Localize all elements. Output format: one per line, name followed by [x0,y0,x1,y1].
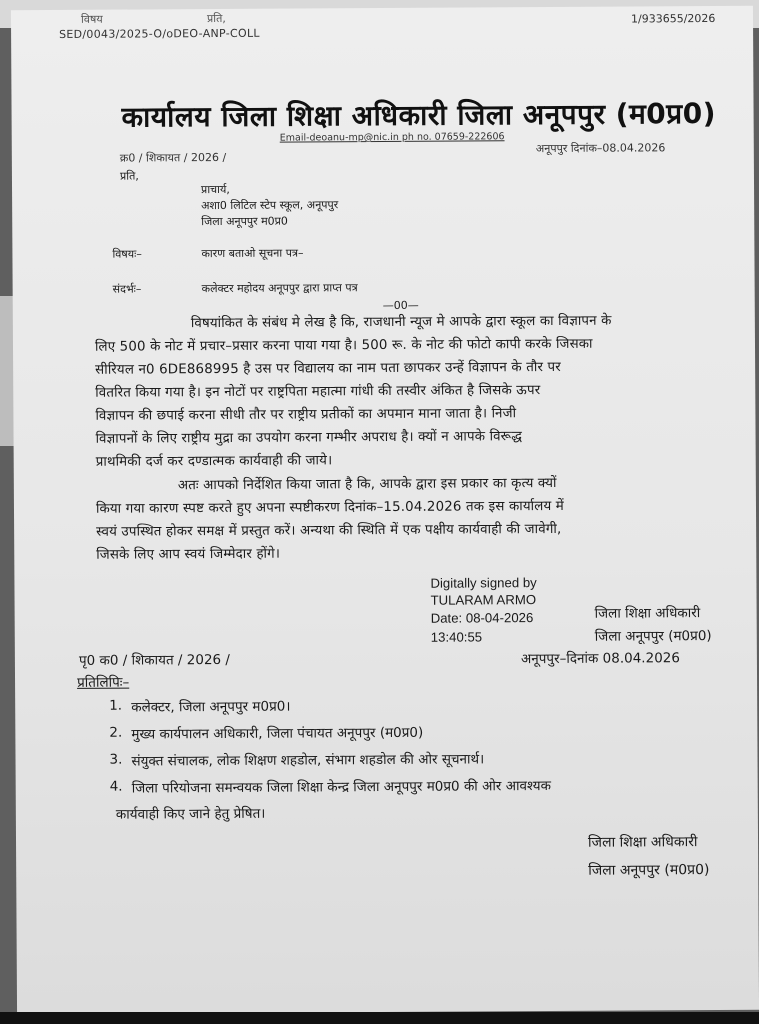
copy-item-text: जिला परियोजना समन्वयक जिला शिक्षा केन्द्र जिला अनूपपुर म0प्र0 की ओर आवश्यक [131,777,551,797]
recipient-prefix: प्रति, [119,169,139,183]
subject-value: कारण बताओ सूचना पत्र– [201,246,304,261]
body-line: सीरियल न0 6DE868995 है उस पर विद्यालय का नाम पता छापकर उन्हें विज्ञापन के तौर पर [95,359,561,378]
recipient-line: जिला अनूपपुर म0प्र0 [201,214,288,229]
document-number: 1/933655/2026 [630,11,716,26]
copy-item-number: 3. [109,751,123,768]
copy-item-text: मुख्य कार्यपालन अधिकारी, जिला पंचायत अनूपपुर (म0प्र0) [131,724,424,743]
desk-background-bottom [0,1012,759,1024]
reference-code: SED/0043/2025-O/oDEO-ANP-COLL [59,26,260,41]
subject-label: विषयः– [112,247,142,261]
contact-line: Email-deoanu-mp@nic.in ph no. 07659-222606 [279,131,505,144]
copy-item-number: 1. [109,697,123,714]
copy-heading: प्रतिलिपिः– [77,674,130,691]
body-line: वितरित किया गया है। इन नोटों पर राष्ट्रपिता महात्मा गांधी की तस्वीर अंकित है जिसके ऊपर [95,383,541,401]
digital-signature-date: Date: 08-04-2026 [430,610,534,626]
reference-label: संदर्भः– [112,282,142,296]
digital-signature-time: 13:40:55 [430,629,483,645]
copy-item-continuation: कार्यवाही किए जाने हेतु प्रेषित। [115,805,266,823]
copy-item-number: 2. [109,724,123,741]
final-designation: जिला शिक्षा अधिकारी [587,834,698,851]
separator-mark: —00— [382,298,419,313]
body-line: विज्ञापनों के लिए राष्ट्रीय मुद्रा का उपयोग करना गम्भीर अपराध है। क्यों न आपके विरूद्ध [95,429,523,447]
signatory-designation: जिला शिक्षा अधिकारी [594,605,701,622]
copy-place-date: अनूपपुर–दिनांक 08.04.2026 [520,650,680,668]
final-office: जिला अनूपपुर (म0प्र0) [588,862,710,879]
body-line: लिए 500 के नोट में प्रचार–प्रसार करना पाया गया है। 500 रू. के नोट की फोटो कापी करके जिसका [94,336,593,355]
body-line: विषयांकित के संबंध मे लेख है कि, राजधानी न्यूज मे आपके द्वारा स्कूल का विज्ञापन के [190,313,612,332]
place-date: अनूपपुर दिनांक–08.04.2026 [535,141,666,156]
office-title: कार्यालय जिला शिक्षा अधिकारी जिला अनूपपुर (म0प्र0) [121,96,717,134]
recipient-line: प्राचार्य, [200,182,230,197]
letter-page [11,6,759,1015]
body-line: स्वयं उपस्थित होकर समक्ष में प्रस्तुत करें। अन्यथा की स्थिति में एक पक्षीय कार्यवाही की जावेगी, [96,521,562,540]
body-line: अतः आपको निर्देशित किया जाता है कि, आपके द्वारा इस प्रकार का कृत्य क्यों [177,475,557,494]
body-line: जिसके लिए आप स्वयं जिम्मेदार होंगे। [96,546,281,563]
copy-item-text: कलेक्टर, जिला अनूपपुर म0प्र0। [131,698,291,716]
body-line: विज्ञापन की छपाई करना सीधी तौर पर राष्ट्रीय प्रतीकों का अपमान माना जाता है। निजी [95,406,517,424]
edge-fragment-mid: प्रति, [206,11,226,26]
body-line: किया गया कारण स्पष्ट करते हुए अपना स्पष्टीकरण दिनांक–15.04.2026 तक इस कार्यालय में [95,498,564,517]
digital-signature-line: Digitally signed by [430,575,537,591]
body-line: प्राथमिकी दर्ज कर दण्डात्मक कार्यवाही की जाये। [95,453,333,470]
reference-value: कलेक्टर महोदय अनूपपुर द्वारा प्राप्त पत्र [201,281,358,296]
copy-item-number: 4. [109,778,123,795]
copy-letter-number: पृ0 क0 / शिकायत / 2026 / [78,651,230,669]
digital-signature-name: TULARAM ARMO [430,592,537,608]
copy-item-text: संयुक्त संचालक, लोक शिक्षण शहडोल, संभाग शहडोल की ओर सूचनार्थ। [131,751,485,770]
recipient-line: अशा0 लिटिल स्टेप स्कूल, अनूपपुर [201,198,339,213]
edge-fragment-left: विषय [80,12,103,26]
letter-number: क्र0 / शिकायत / 2026 / [119,150,227,165]
signatory-office: जिला अनूपपुर (म0प्र0) [594,628,712,645]
